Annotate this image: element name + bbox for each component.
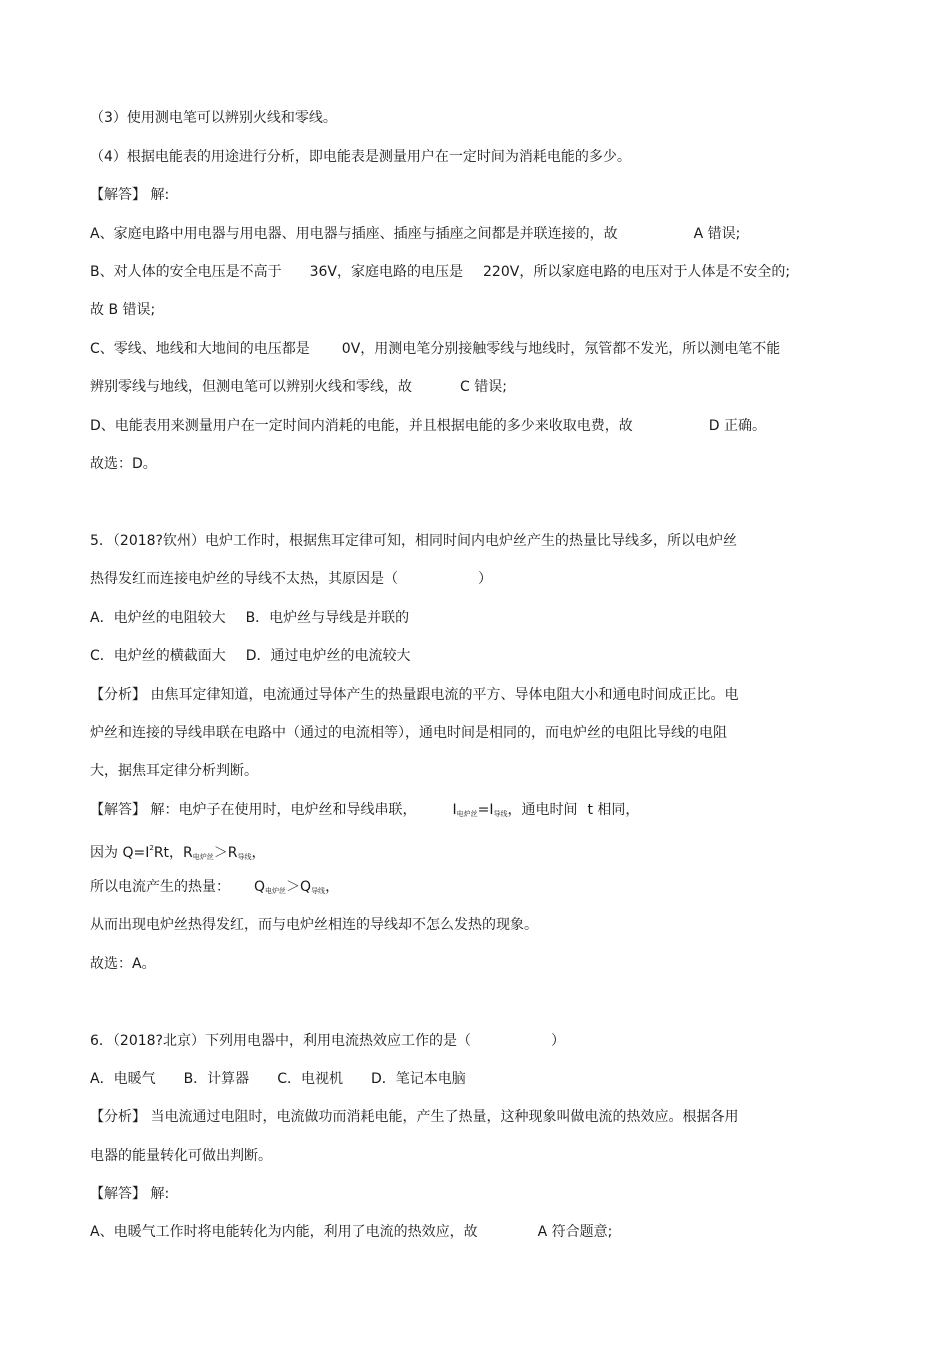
text-line — [90, 224, 740, 244]
text-line — [90, 454, 157, 474]
text-line — [90, 569, 492, 589]
subscript: 电炉丝 — [265, 887, 287, 895]
question-5 — [90, 531, 737, 551]
option-a: A．电炉丝的电阻较大 — [90, 610, 226, 626]
text-line — [90, 685, 738, 705]
text-line — [90, 1146, 272, 1166]
formula-line — [90, 877, 339, 901]
option-b: B．电炉丝与导线是并联的 — [245, 610, 410, 626]
text-span: A、电暖气工作时将电能转化为内能，利用了电流的热效应，故 — [90, 1224, 478, 1240]
text-span: 【解答】 解: — [90, 1186, 170, 1202]
text-line — [90, 185, 169, 205]
text-span: C、零线、地线和大地间的电压都是 — [90, 341, 310, 357]
text-line — [90, 416, 766, 436]
text-span: A 错误; — [693, 226, 741, 242]
subscript: 电炉丝 — [192, 853, 214, 861]
formula-line — [90, 838, 266, 867]
text-line — [90, 262, 790, 282]
text-line — [90, 761, 258, 781]
text-span: =I — [477, 802, 494, 818]
option-c: C．电视机 — [277, 1071, 343, 1087]
text-line — [90, 954, 156, 974]
option-b: B．计算器 — [183, 1071, 250, 1087]
text-span: A、家庭电路中用电器与用电器、用电器与插座、插座与插座之间都是并联连接的，故 — [90, 226, 618, 242]
question-6 — [90, 1031, 565, 1051]
text-span: ＞R — [213, 845, 238, 861]
text-span: 故 B 错误; — [90, 302, 156, 318]
text-line — [90, 915, 538, 935]
text-line — [90, 377, 507, 397]
text-span: ， — [251, 845, 266, 861]
text-line — [90, 1184, 169, 1204]
text-span: ， — [325, 879, 340, 895]
text-span: 【解答】 解: — [90, 187, 170, 203]
text-span: （3）使用测电笔可以辨别火线和零线。 — [90, 110, 337, 126]
text-span: 0V，用测电笔分别接触零线与地线时，氖管都不发光，所以测电笔不能 — [341, 341, 781, 357]
text-span: Rt，R — [153, 845, 193, 861]
options-line — [90, 608, 409, 628]
text-span: 故选：D。 — [90, 456, 157, 472]
text-span: 炉丝和连接的导线串联在电路中（通过的电流相等），通电时间是相同的，而电炉丝的电阻比导线的电阻 — [90, 725, 727, 741]
text-span: 热得发红而连接电炉丝的导线不太热，其原因是（ — [90, 571, 398, 587]
text-line — [90, 1107, 738, 1127]
text-span: 5．（2018?钦州）电炉工作时，根据焦耳定律可知，相同时间内电炉丝产生的热量比导线多，所以电炉丝 — [90, 533, 737, 549]
text-line — [90, 1222, 612, 1242]
subscript: 导线 — [311, 887, 326, 895]
text-span: D、电能表用来测量用户在一定时间内消耗的电能，并且根据电能的多少来收取电费，故 — [90, 418, 633, 434]
option-d: D．通过电炉丝的电流较大 — [245, 648, 411, 664]
text-line — [90, 147, 631, 167]
text-line — [90, 339, 780, 359]
subscript: 电炉丝 — [456, 810, 478, 818]
text-span: C 错误; — [460, 379, 507, 395]
superscript: 2 — [149, 844, 154, 852]
text-span: I — [452, 802, 457, 818]
text-span: ） — [478, 571, 492, 587]
text-span: B、对人体的安全电压是不高于 — [90, 264, 282, 280]
subscript: 导线 — [237, 853, 252, 861]
text-span: t 相同， — [587, 802, 640, 818]
text-span: 36V，家庭电路的电压是 — [309, 264, 464, 280]
formula-line — [90, 800, 639, 824]
option-c: C．电炉丝的横截面大 — [90, 648, 226, 664]
text-line — [90, 300, 155, 320]
text-span: 【分析】 由焦耳定律知道，电流通过导体产生的热量跟电流的平方、导体电阻大小和通电时间成正比。电 — [90, 687, 739, 703]
options-line — [90, 646, 411, 666]
text-span: 因为 Q=I — [90, 845, 150, 861]
text-span: A 符合题意; — [537, 1224, 613, 1240]
text-span: D 正确。 — [708, 418, 767, 434]
text-line — [90, 723, 727, 743]
option-d: D．笔记本电脑 — [370, 1071, 466, 1087]
text-span: 故选：A。 — [90, 956, 156, 972]
text-span: 【解答】 解：电炉子在使用时，电炉丝和导线串联， — [90, 802, 417, 818]
text-span: Q — [254, 879, 266, 895]
text-span: 6．（2018?北京）下列用电器中，利用电流热效应工作的是（ — [90, 1033, 471, 1049]
option-a: A．电暖气 — [90, 1071, 156, 1087]
text-span: 所以电流产生的热量： — [90, 879, 230, 895]
text-span: 电器的能量转化可做出判断。 — [90, 1148, 272, 1164]
text-span: ，通电时间 — [507, 802, 578, 818]
options-line — [90, 1069, 466, 1089]
text-span: 220V，所以家庭电路的电压对于人体是不安全的; — [483, 264, 791, 280]
subscript: 导线 — [493, 810, 508, 818]
text-span: ＞Q — [286, 879, 312, 895]
text-span: 从而出现电炉丝热得发红，而与电炉丝相连的导线却不怎么发热的现象。 — [90, 917, 538, 933]
text-span: 辨别零线与地线，但测电笔可以辨别火线和零线，故 — [90, 379, 412, 395]
text-span: ） — [550, 1033, 565, 1049]
text-line — [90, 108, 337, 128]
text-span: 大，据焦耳定律分析判断。 — [90, 763, 258, 779]
text-span: （4）根据电能表的用途进行分析，即电能表是测量用户在一定时间为消耗电能的多少。 — [90, 149, 631, 165]
text-span: 【分析】 当电流通过电阻时，电流做功而消耗电能，产生了热量，这种现象叫做电流的热效应。根据各用 — [90, 1109, 739, 1125]
